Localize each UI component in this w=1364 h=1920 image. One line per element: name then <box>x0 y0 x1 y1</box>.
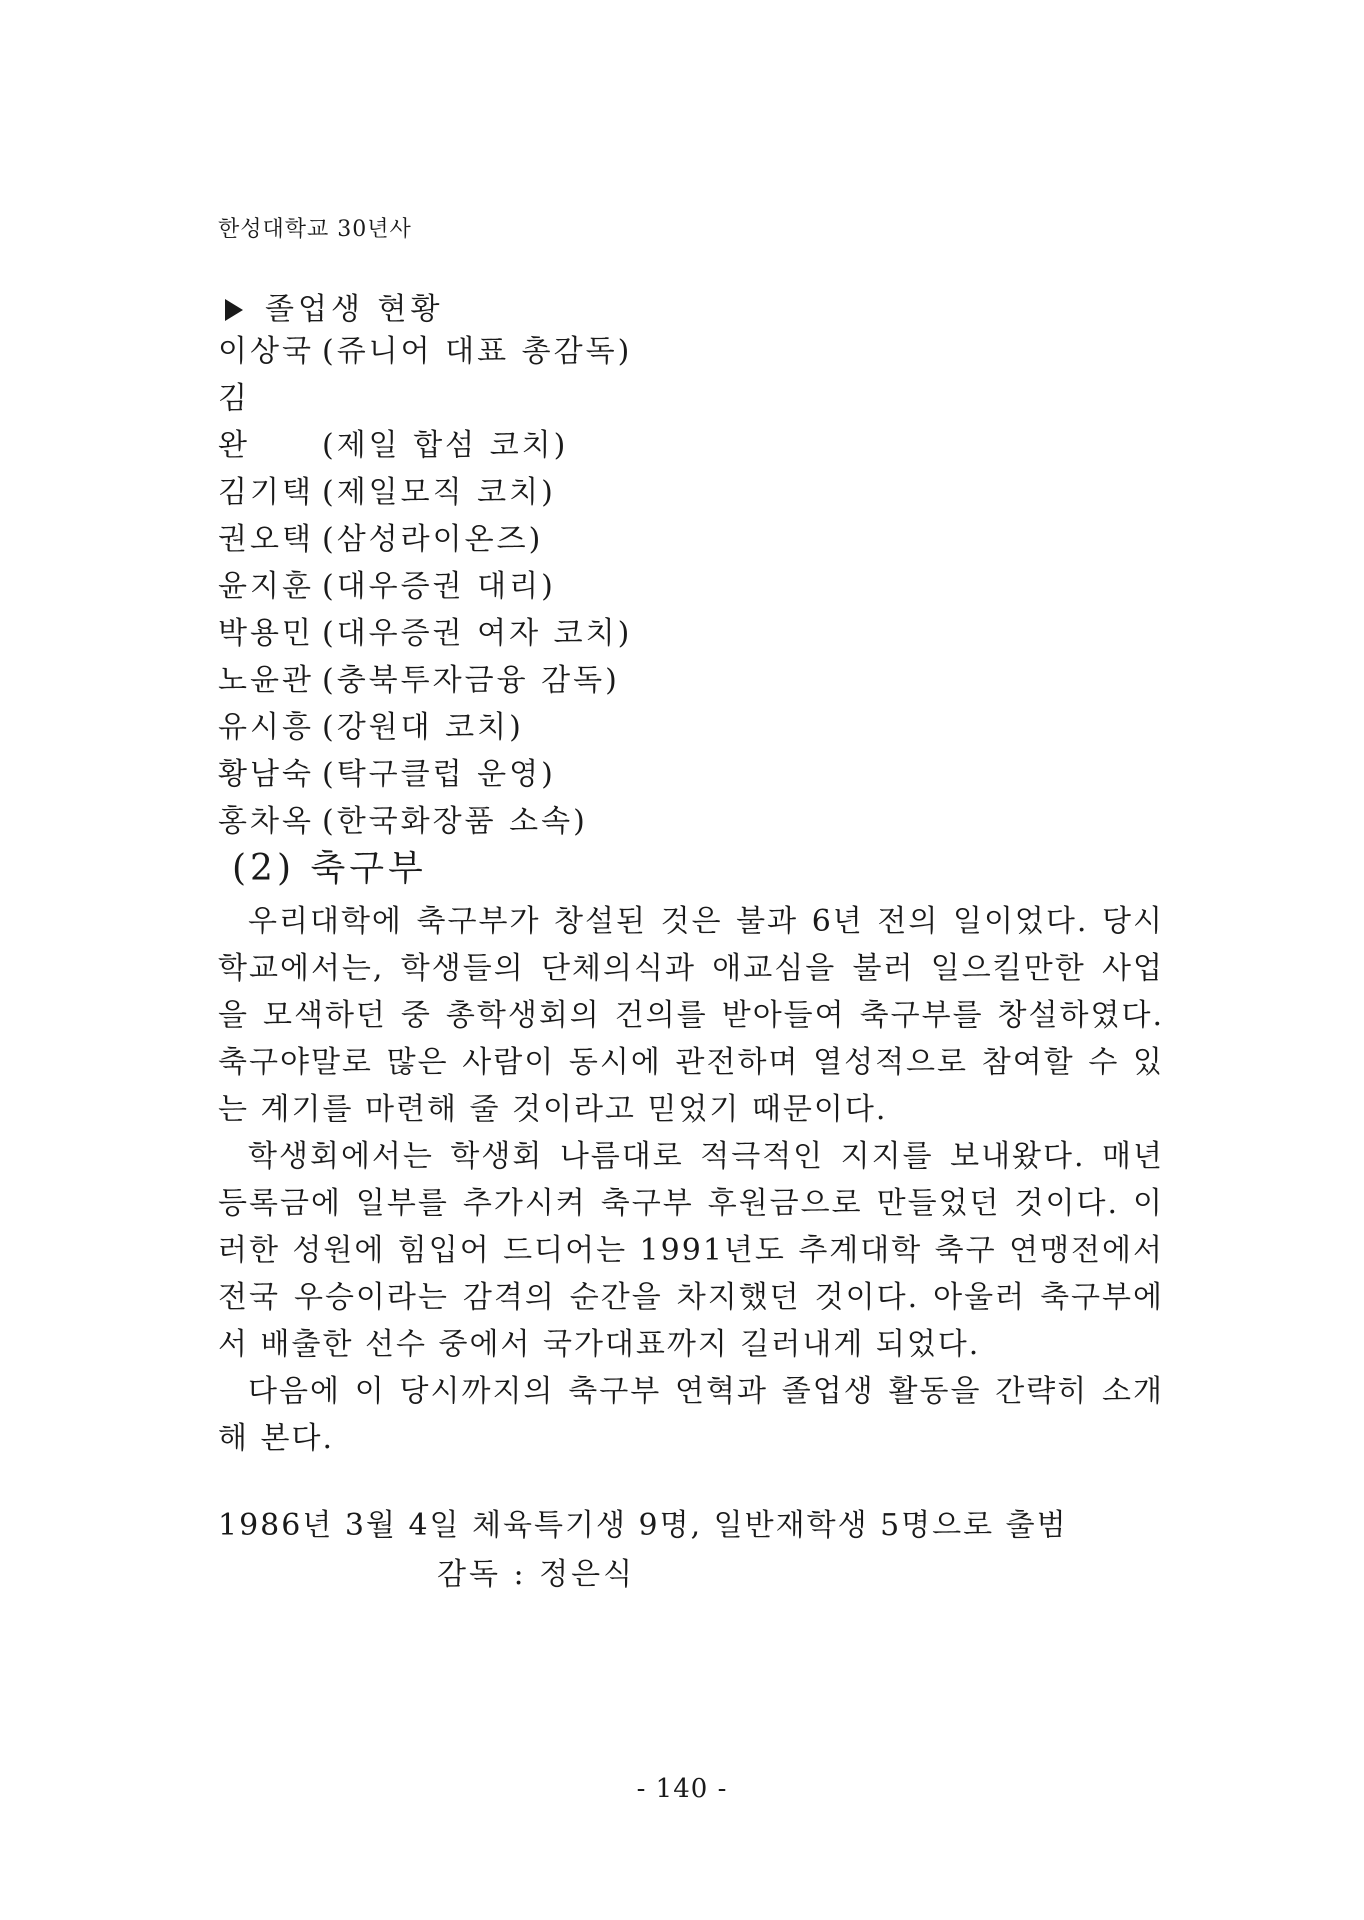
graduate-role: (대우증권 여자 코치) <box>322 616 633 651</box>
triangle-bullet-icon <box>225 299 243 321</box>
graduates-heading-text: 졸업생 현황 <box>265 292 444 327</box>
graduate-role: (한국화장품 소속) <box>322 804 588 839</box>
history-coach: 감독 : 정은식 <box>437 1557 636 1592</box>
graduate-role: (충북투자금융 감독) <box>322 663 620 698</box>
graduate-name: 윤지훈 <box>218 569 314 604</box>
page-number: - 140 - <box>636 1774 728 1804</box>
section-body <box>218 898 1164 1462</box>
graduate-name: 김 완 <box>218 381 281 463</box>
list-item <box>218 563 632 610</box>
list-item <box>218 751 632 798</box>
list-item <box>218 516 632 563</box>
list-item <box>218 704 632 751</box>
graduate-name: 황남숙 <box>218 757 314 792</box>
graduate-role: (제일모직 코치) <box>322 475 556 510</box>
graduate-name: 박용민 <box>218 616 314 651</box>
list-item <box>218 610 632 657</box>
body-paragraph: 다음에 이 당시까지의 축구부 연혁과 졸업생 활동을 간략히 소개해 본다. <box>218 1374 1164 1456</box>
graduate-role: (탁구클럽 운영) <box>322 757 556 792</box>
list-item <box>218 798 632 845</box>
list-item <box>218 657 632 704</box>
list-item <box>218 469 632 516</box>
graduate-name: 유시흥 <box>218 710 314 745</box>
list-item <box>218 375 632 469</box>
graduates-list <box>218 328 632 845</box>
body-paragraph: 우리대학에 축구부가 창설된 것은 불과 6년 전의 일이었다. 당시 학교에서는, 학생들의 단체의식과 애교심을 불러 일으킬만한 사업을 모색하던 중 총학생회의 건의를 받아들여 축구부를 창설하였다. 축구야말로 많은 사람이 동시에 관전하며 열성적으로 참여할 수 있는 계기를 마련해 줄 것이라고 믿었기 때문이다. <box>218 904 1164 1127</box>
running-header: 한성대학교 30년사 <box>218 217 412 242</box>
section-title: (2) 축구부 <box>232 848 427 889</box>
graduate-name: 노윤관 <box>218 663 314 698</box>
graduate-role: (제일 합섬 코치) <box>322 428 569 463</box>
graduate-name: 권오택 <box>218 522 314 557</box>
graduate-name: 홍차옥 <box>218 804 314 839</box>
list-item <box>218 328 632 375</box>
graduate-name: 김기택 <box>218 475 314 510</box>
graduates-heading <box>225 284 443 328</box>
graduate-name: 이상국 <box>218 334 314 369</box>
graduate-role: (대우증권 대리) <box>322 569 556 604</box>
graduate-role: (쥬니어 대표 총감독) <box>322 334 633 369</box>
graduate-role: (삼성라이온즈) <box>322 522 544 557</box>
body-paragraph: 학생회에서는 학생회 나름대로 적극적인 지지를 보내왔다. 매년 등록금에 일부를 추가시켜 축구부 후원금으로 만들었던 것이다. 이러한 성원에 힘입어 드디어는 1991년도 추계대학 축구 연맹전에서 전국 우승이라는 감격의 순간을 차지했던 것이다. 아울러 축구부에서 배출한 선수 중에서 국가대표까지 길러내게 되었다. <box>218 1139 1164 1362</box>
graduate-role: (강원대 코치) <box>322 710 524 745</box>
history-entry: 1986년 3월 4일 체육특기생 9명, 일반재학생 5명으로 출범 <box>218 1508 1068 1543</box>
